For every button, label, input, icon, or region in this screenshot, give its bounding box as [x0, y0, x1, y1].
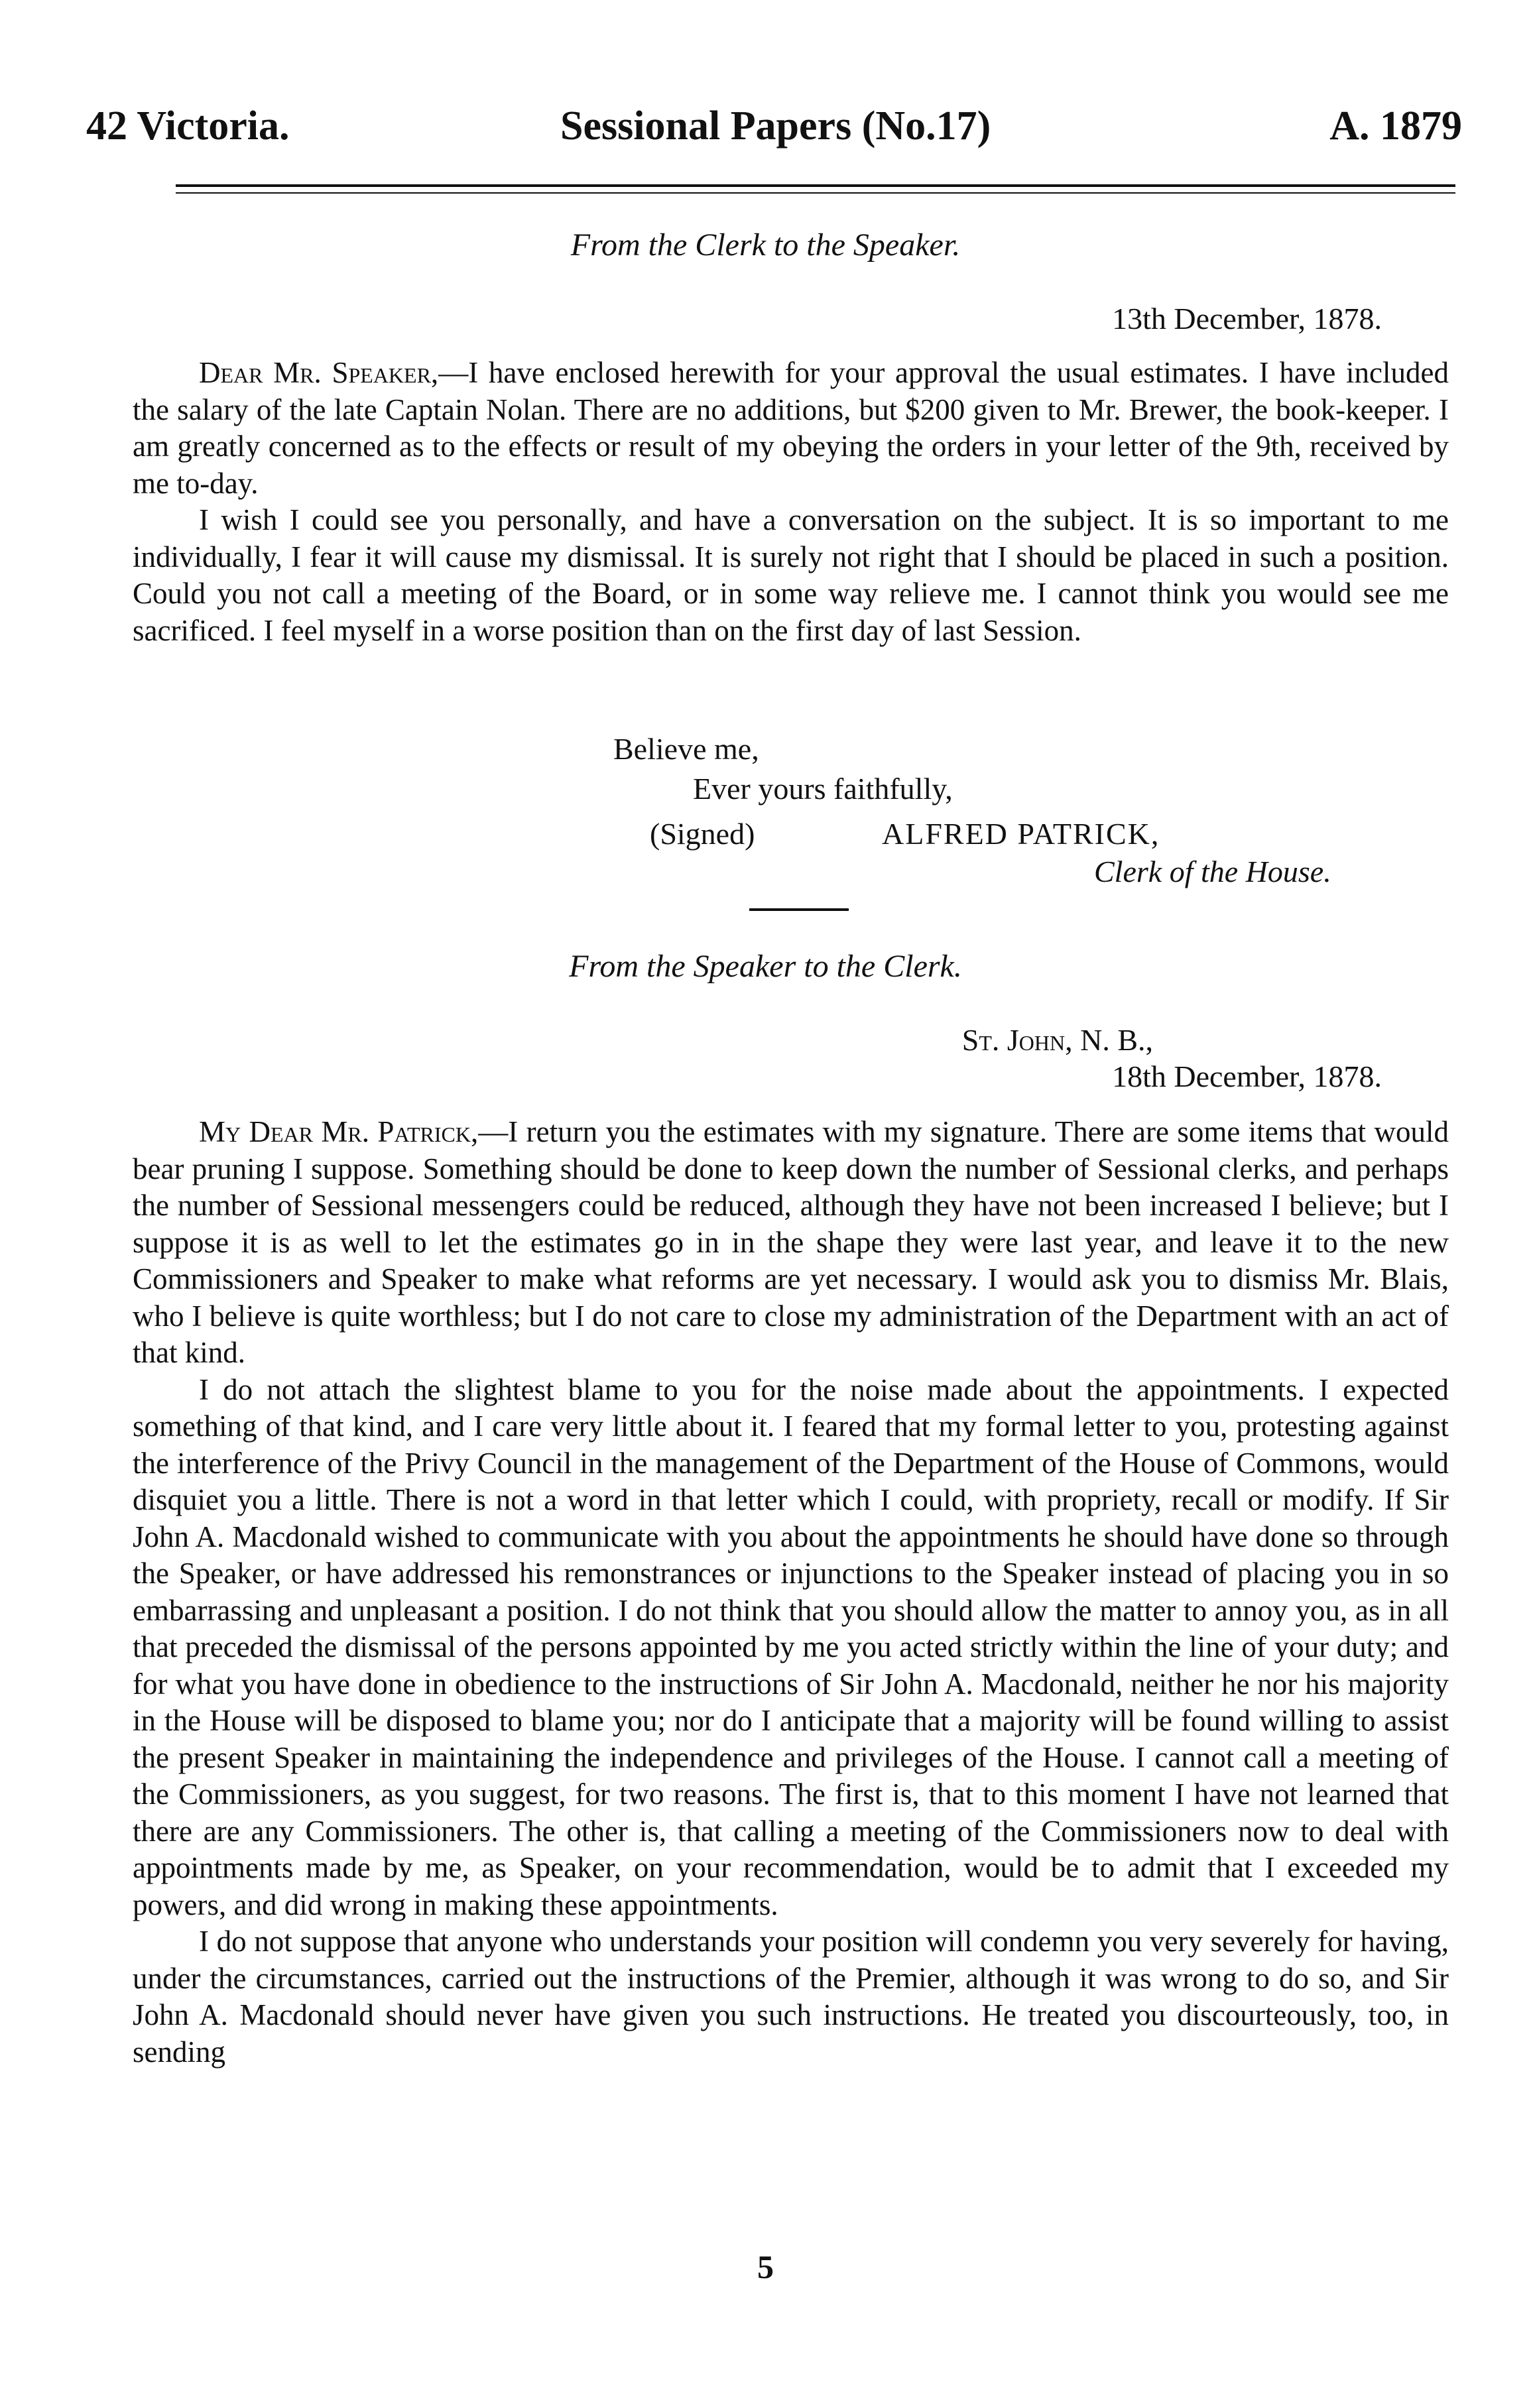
letter1-closing-2: Ever yours faithfully,: [693, 772, 953, 806]
section-divider: [749, 908, 849, 911]
letter1-salutation: Dear Mr. Speaker,: [199, 356, 439, 389]
running-header: [86, 99, 1462, 152]
letter2-p1-text: —I return you the estimates with my signature. There are some items that would bear pruning I suppose. Something should be done to keep down the number of Sessional clerks, and perhaps the number of Sessional messengers could be reduced, although they have not been increased I believe; but I suppose it is as well to let the estimates go in in the shape they were last year, and leave it to the new Commissioners and Speaker to make what reforms are yet necessary. I would ask you to dismiss Mr. Blais, who I believe is quite worthless; but I do not care to close my administration of the Department with an act of that kind.: [133, 1115, 1449, 1369]
letter1-signer-title: Clerk of the House.: [1094, 855, 1331, 888]
header-rule-thin: [176, 192, 1455, 194]
letter2-date: 18th December, 1878.: [1112, 1059, 1382, 1093]
letter1-signer: ALFRED PATRICK,: [882, 817, 1160, 851]
letter1-body: [133, 355, 1449, 649]
letter2-salutation: My Dear Mr. Patrick,: [199, 1115, 479, 1148]
letter2-paragraph-1: [133, 1114, 1449, 1372]
letter1-date: 13th December, 1878.: [1112, 302, 1382, 335]
letter1-title: From the Clerk to the Speaker.: [570, 227, 961, 263]
letter1-paragraph-1: [133, 355, 1449, 502]
letter1-signed: (Signed): [650, 817, 755, 851]
header-rule-thick: [176, 184, 1455, 187]
letter1-p1-text: —I have enclosed herewith for your approval the usual estimates. I have included the salary of the late Captain Nolan. There are no additions, but $200 given to Mr. Brewer, the book-keeper. I am greatly concerned as to the effects or result of my obeying the orders in your letter of the 9th, received by me to-day.: [133, 356, 1449, 500]
letter2-paragraph-3: I do not suppose that anyone who understands your position will condemn you very severely for having, under the circumstances, carried out the instructions of the Premier, although it was wrong to do so, and Sir John A. Macdonald should never have given you such instructions. He treated you discourteously, too, in sending: [133, 1925, 1449, 2069]
header-year: A. 1879: [1329, 103, 1462, 149]
letter1-closing-1: Believe me,: [613, 732, 759, 766]
letter2-paragraph-2: I do not attach the slightest blame to you for the noise made about the appointments. I expected something of that kind, and I care very little about it. I feared that my formal letter to you, protesting against the interference of the Privy Council in the management of the Department of the House of Commons, would disquiet you a little. There is not a word in that letter which I could, with propriety, recall or modify. If Sir John A. Macdonald wished to communicate with you about the appointments he should have done so through the Speaker, or have addressed his remonstrances or injunctions to the Speaker instead of placing you in so embarrassing and unpleasant a position. I do not think that you should allow the matter to annoy you, as in all that preceded the dismissal of the persons appointed by me you acted strictly within the line of your duty; and for what you have done in obedience to the instructions of Sir John A. Macdonald, neither he nor his majority in the House will be disposed to blame you; nor do I anticipate that a majority will be found willing to assist the present Speaker in maintaining the independence and privileges of the House. I cannot call a meeting of the Commissioners, as you suggest, for two reasons. The first is, that to this moment I have not learned that there are any Commissioners. The other is, that calling a meeting of the Commissioners now to deal with appointments made by me, as Speaker, on your recommendation, would be to admit that I exceeded my powers, and did wrong in making these appointments.: [133, 1372, 1449, 1921]
page-number: 5: [757, 2248, 774, 2285]
header-session: 42 Victoria.: [86, 103, 290, 149]
letter1-paragraph-2: I wish I could see you personally, and have a conversation on the subject. It is so important to me individually, I fear it will cause my dismissal. It is surely not right that I should be placed in such a position. Could you not call a meeting of the Board, or in some way relieve me. I cannot think you would see me sacrificed. I feel myself in a worse position than on the first day of last Session.: [133, 503, 1449, 647]
header-title: Sessional Papers (No.17): [560, 103, 991, 149]
letter2-title: From the Speaker to the Clerk.: [569, 949, 962, 984]
letter2-body: [133, 1114, 1449, 2071]
letter2-place: St. John, N. B.,: [961, 1023, 1153, 1057]
